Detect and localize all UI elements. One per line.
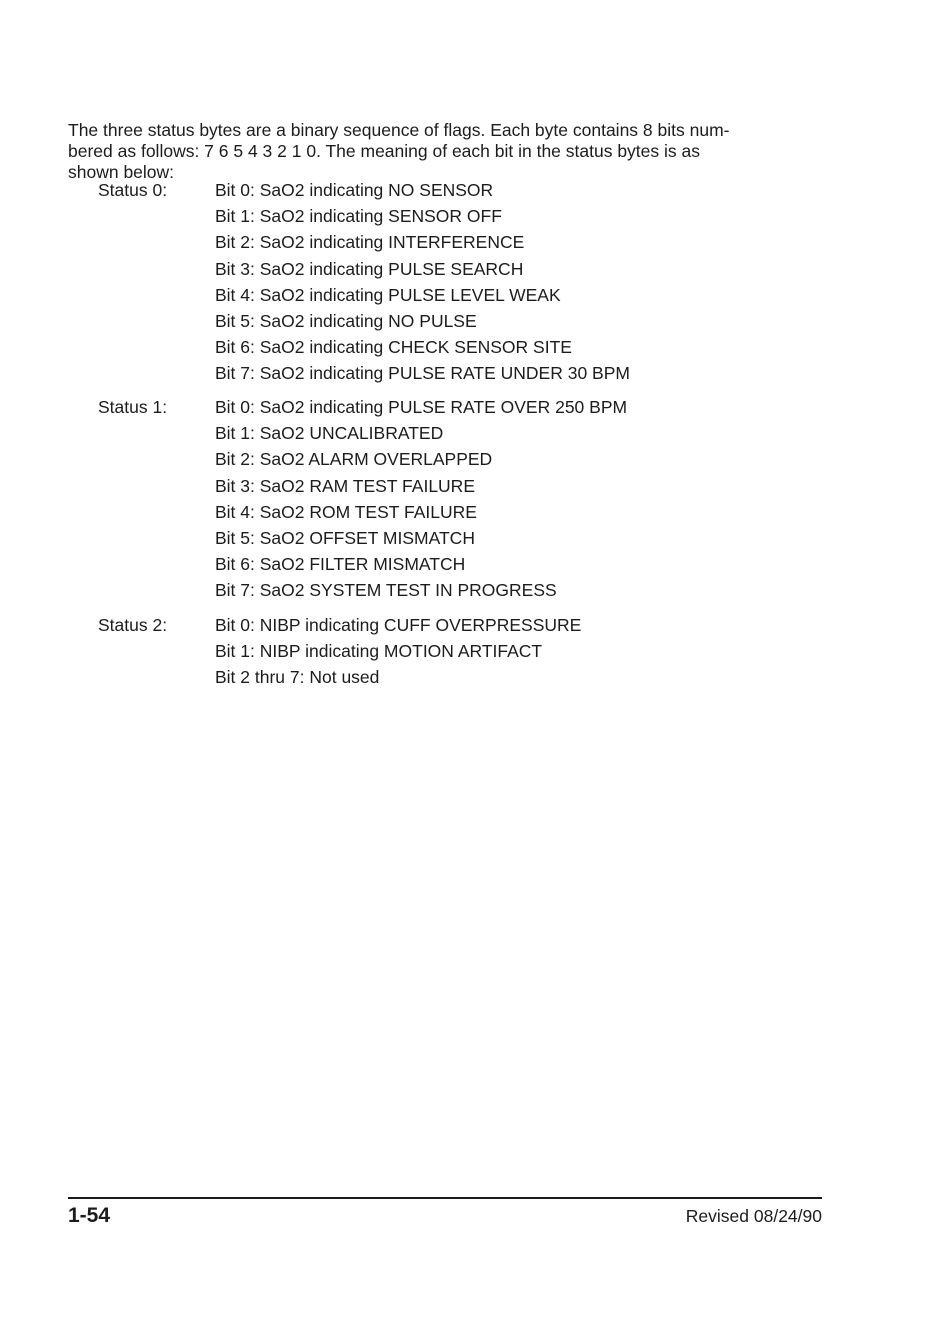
status-1-bit-list	[215, 394, 627, 604]
bit-description: Bit 4: SaO2 ROM TEST FAILURE	[215, 501, 477, 522]
bit-description: Bit 2: SaO2 ALARM OVERLAPPED	[215, 449, 493, 470]
bit-description: Bit 0: SaO2 indicating NO SENSOR	[215, 180, 494, 200]
bit-description: Bit 1: NIBP indicating MOTION ARTIFACT	[215, 641, 543, 662]
bit-description: Bit 7: SaO2 SYSTEM TEST IN PROGRESS	[215, 580, 557, 601]
bit-description: Bit 1: SaO2 indicating SENSOR OFF	[215, 206, 502, 227]
bit-description: Bit 3: SaO2 indicating PULSE SEARCH	[215, 258, 524, 279]
bit-description: Bit 2: SaO2 indicating INTERFERENCE	[215, 232, 525, 253]
bit-description: Bit 0: NIBP indicating CUFF OVERPRESSURE	[215, 615, 582, 635]
status-0-label: Status 0:	[98, 180, 168, 200]
bit-description: Bit 5: SaO2 indicating NO PULSE	[215, 311, 477, 332]
status-2-label: Status 2:	[98, 615, 168, 635]
intro-line: shown below:	[68, 162, 175, 182]
bit-description: Bit 6: SaO2 indicating CHECK SENSOR SITE	[215, 337, 572, 358]
bit-description: Bit 3: SaO2 RAM TEST FAILURE	[215, 475, 475, 496]
status-1-label: Status 1:	[98, 397, 168, 417]
bit-description: Bit 2 thru 7: Not used	[215, 667, 380, 688]
bit-description: Bit 4: SaO2 indicating PULSE LEVEL WEAK	[215, 284, 561, 305]
revision-date: Revised 08/24/90	[685, 1206, 822, 1226]
page-number: 1-54	[68, 1204, 111, 1227]
intro-paragraph	[68, 120, 828, 183]
intro-line: bered as follows: 7 6 5 4 3 2 1 0. The meaning of each bit in the status bytes is as	[68, 141, 700, 161]
bit-description: Bit 0: SaO2 indicating PULSE RATE OVER 250 BPM	[215, 397, 628, 417]
footer-divider	[68, 1197, 822, 1199]
bit-description: Bit 1: SaO2 UNCALIBRATED	[215, 423, 444, 444]
bit-description: Bit 6: SaO2 FILTER MISMATCH	[215, 554, 466, 575]
status-0-bit-list	[215, 177, 630, 387]
bit-description: Bit 5: SaO2 OFFSET MISMATCH	[215, 528, 475, 549]
intro-line: The three status bytes are a binary sequence of flags. Each byte contains 8 bits num-	[68, 120, 730, 140]
bit-description: Bit 7: SaO2 indicating PULSE RATE UNDER 30 BPM	[215, 363, 630, 384]
status-2-bit-list	[215, 612, 581, 691]
